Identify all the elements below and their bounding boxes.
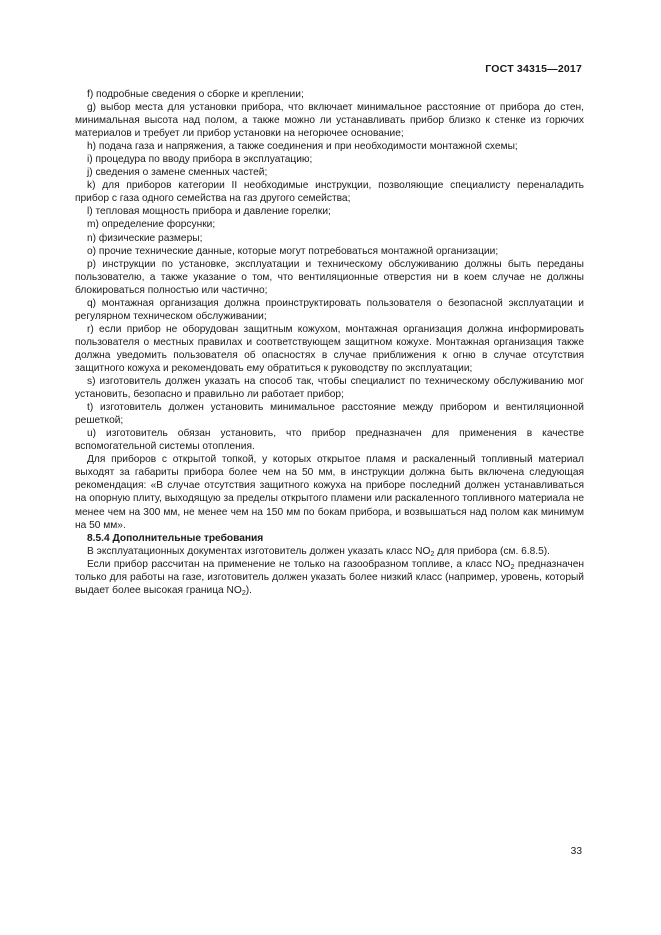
no2-subscript: 2: [241, 589, 246, 597]
list-item-s: s) изготовитель должен указать на способ так, чтобы специалист по техническому обслуживанию мог установить, безопасно и правильно ли работает прибор;: [75, 376, 584, 401]
document-body: [75, 88, 584, 597]
list-item-p: p) инструкции по установке, эксплуатации и техническому обслуживанию должны быть переданы пользователю, а также указание о том, что вентиляционные отверстия ни в коем случае не должны блокироваться полностью или частично;: [75, 258, 584, 296]
no2-text-a-pre: В эксплуатационных документах изготовитель должен указать класс NO: [87, 545, 431, 557]
list-item-t: t) изготовитель должен установить минимальное расстояние между прибором и вентиляционной решеткой;: [75, 402, 584, 427]
list-item-i: i) процедура по вводу прибора в эксплуатацию;: [87, 154, 313, 166]
no2-class-paragraph: [75, 545, 584, 558]
list-item-g: g) выбор места для установки прибора, что включает минимальное расстояние от прибора до стен, минимальная высота над полом, а также можно ли устанавливать прибор близко к стенке из горючих материалов и требует ли прибор установки на негорючее основание;: [75, 102, 584, 140]
document-header-id: ГОСТ 34315—2017: [485, 63, 582, 75]
list-item-n: n) физические размеры;: [87, 232, 203, 244]
no2-lower-class-paragraph: [75, 558, 584, 597]
list-item-k: k) для приборов категории II необходимые инструкции, позволяющие специалисту переналадить прибор с газа одного семейства на газ другого семейства;: [75, 180, 584, 205]
list-item-m: m) определение форсунки;: [87, 219, 216, 231]
open-firebox-paragraph: Для приборов с открытой топкой, у которых открытое пламя и раскаленный топливный материал выходят за габариты прибора более чем на 50 мм, в инструкции должна быть включена следующая рекомендация: «В случае отсутствия защитного кожуха на приборе последний должен устанавливаться на опорную плиту, выходящую за пределы открытого пламени или раскаленного топливного материала не менее чем на 300 мм, не менее чем на 150 мм по бокам прибора, и возвышаться над полом как минимум на 50 мм».: [75, 454, 584, 531]
list-item-o: o) прочие технические данные, которые могут потребоваться монтажной организации;: [87, 245, 499, 257]
list-item-j: j) сведения о замене сменных частей;: [87, 167, 268, 179]
list-item-f: f) подробные сведения о сборке и креплении;: [87, 89, 304, 100]
list-item-q: q) монтажная организация должна проинструктировать пользователя о безопасной эксплуатации и регулярном техническом обслуживании;: [75, 297, 584, 322]
list-item-u: u) изготовитель обязан установить, что прибор предназначен для применения в качестве вспомогательной системы отопления.: [75, 428, 584, 453]
page-number: 33: [570, 846, 582, 857]
section-heading: 8.5.4 Дополнительные требования: [87, 532, 264, 544]
no2-text-b-post: ).: [245, 584, 252, 596]
no2-text-b-mid: предназначен только для работы на газе, изготовитель должен указать более низкий класс (например, уровень, который выдает более высокая граница NO: [75, 558, 584, 596]
list-item-r: r) если прибор не оборудован защитным кожухом, монтажная организация должна информировать пользователя о местных правилах и соответствующем защитном кожухе. Монтажная организация также должна уведомить пользователя об опасностях в случае приближения к огню в случае отсутствия защитного кожуха и рекомендовать ему обратиться к руководству по эксплуатации;: [75, 323, 584, 374]
no2-text-b-pre: Если прибор рассчитан на применение не только на газообразном топливе, а класс NO: [87, 558, 511, 570]
no2-text-a-post: для прибора (см. 6.8.5).: [434, 545, 550, 557]
no2-subscript: 2: [510, 563, 515, 571]
list-item-h: h) подача газа и напряжения, а также соединения и при необходимости монтажной схемы;: [87, 141, 518, 153]
list-item-l: l) тепловая мощность прибора и давление горелки;: [87, 206, 331, 218]
no2-subscript: 2: [430, 550, 435, 558]
